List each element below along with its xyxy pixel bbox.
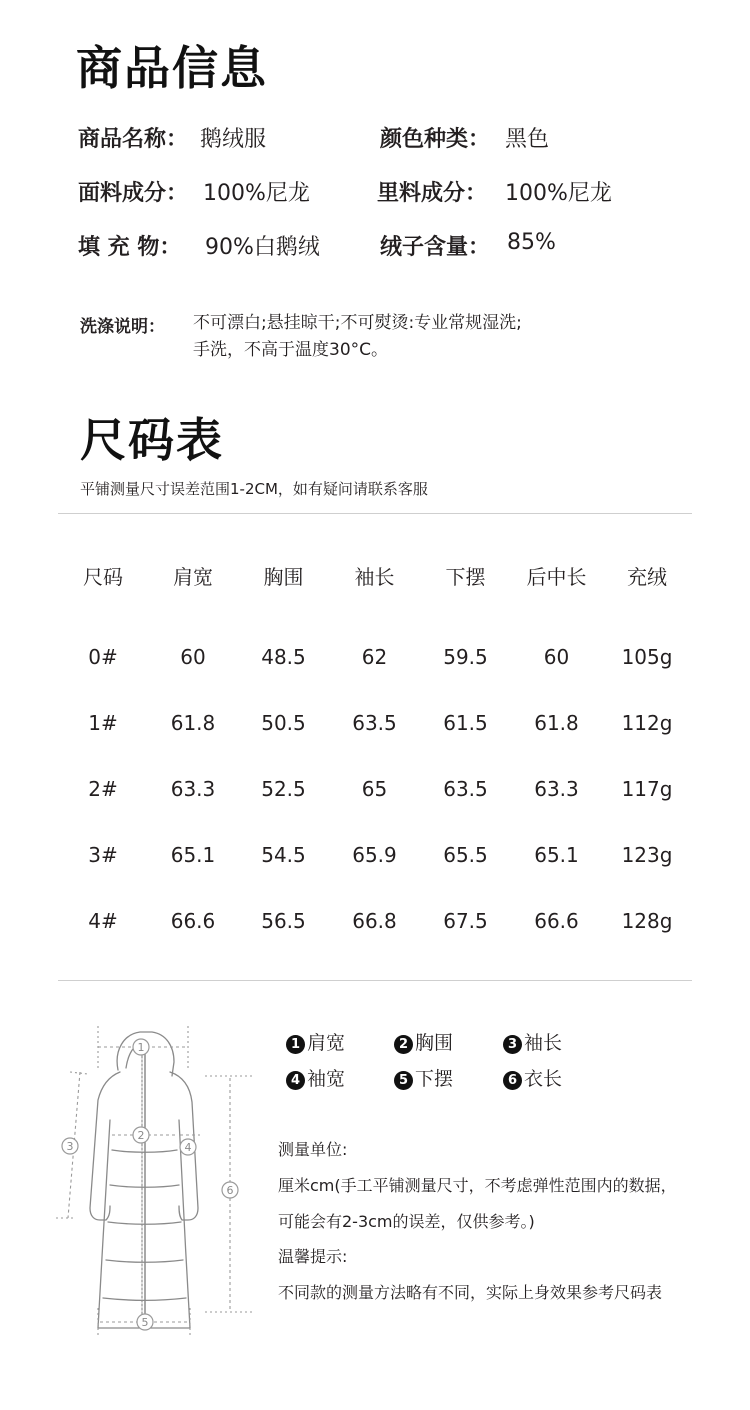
- lining-label: 里料成分：: [377, 181, 488, 206]
- table-cell: 112g: [621, 711, 673, 735]
- table-cell: 56.5: [261, 909, 306, 933]
- table-cell: 59.5: [443, 645, 488, 669]
- measure-unit-line-1: 厘米cm(手工平铺测量尺寸，不考虑弹性范围内的数据，: [278, 1176, 677, 1195]
- header-fill-weight: 充绒: [627, 564, 667, 589]
- legend-number: 1: [286, 1035, 305, 1054]
- table-cell: 0#: [88, 645, 118, 669]
- product-info-title: 商品信息: [76, 41, 268, 95]
- table-row: [58, 610, 692, 690]
- legend-label: 肩宽: [307, 1032, 346, 1054]
- legend-number: 2: [394, 1035, 413, 1054]
- filling-value: 90%白鹅绒: [205, 235, 320, 260]
- tip-title: 温馨提示:: [278, 1247, 348, 1266]
- fabric-value: 100%尼龙: [203, 181, 310, 206]
- divider-top: [58, 513, 692, 514]
- table-cell: 117g: [621, 777, 673, 801]
- table-cell: 4#: [88, 909, 118, 933]
- divider-bottom: [58, 980, 692, 981]
- legend-item-hem: [394, 1064, 453, 1091]
- lining-value: 100%尼龙: [505, 181, 612, 206]
- table-cell: 48.5: [261, 645, 306, 669]
- down-content-label: 绒子含量：: [380, 235, 491, 260]
- svg-text:2: 2: [137, 1129, 145, 1142]
- coat-outline: [90, 1032, 198, 1328]
- table-cell: 65.1: [534, 843, 579, 867]
- table-cell: 60: [543, 645, 570, 669]
- header-back-length: 后中长: [526, 564, 587, 589]
- table-cell: 2#: [88, 777, 118, 801]
- legend-number: 6: [503, 1071, 522, 1090]
- table-cell: 1#: [88, 711, 118, 735]
- table-cell: 123g: [621, 843, 673, 867]
- down-content-value: 85%: [507, 230, 556, 255]
- header-size: 尺码: [83, 564, 123, 589]
- table-cell: 61.5: [443, 711, 488, 735]
- table-cell: 61.8: [170, 711, 216, 735]
- table-cell: 50.5: [261, 711, 306, 735]
- table-cell: 66.8: [352, 909, 397, 933]
- size-table-header-row: [58, 540, 692, 610]
- measure-unit-title: 测量单位:: [278, 1140, 348, 1159]
- table-cell: 3#: [88, 843, 118, 867]
- header-hem: 下摆: [445, 564, 486, 589]
- filling-label: 填 充 物：: [78, 235, 182, 260]
- table-cell: 66.6: [170, 909, 216, 933]
- color-label: 颜色种类：: [380, 127, 491, 152]
- table-cell: 65: [361, 777, 388, 801]
- table-cell: 52.5: [261, 777, 306, 801]
- table-cell: 61.8: [534, 711, 579, 735]
- measure-unit-line-2: 可能会有2-3cm的误差，仅供参考。): [278, 1212, 535, 1231]
- table-cell: 60: [180, 645, 206, 669]
- legend-label: 下摆: [415, 1068, 454, 1090]
- washing-text: [193, 310, 673, 364]
- table-row: [58, 756, 692, 822]
- legend-item-length: [503, 1064, 562, 1091]
- table-row: [58, 822, 692, 888]
- table-cell: 63.5: [352, 711, 397, 735]
- table-cell: 65.5: [443, 843, 488, 867]
- measurement-markers: [62, 1039, 238, 1330]
- table-cell: 63.5: [443, 777, 488, 801]
- legend-label: 袖宽: [307, 1068, 346, 1090]
- washing-label: 洗涤说明：: [80, 317, 165, 337]
- marker-4: [180, 1139, 196, 1155]
- legend-number: 3: [503, 1035, 522, 1054]
- coat-diagram: [40, 1010, 270, 1345]
- marker-1: [133, 1039, 149, 1055]
- table-cell: 54.5: [261, 843, 306, 867]
- legend-number: 4: [286, 1071, 305, 1090]
- legend-label: 衣长: [524, 1068, 563, 1090]
- marker-3: [62, 1138, 78, 1154]
- fabric-label: 面料成分：: [78, 181, 189, 206]
- table-cell: 63.3: [534, 777, 579, 801]
- header-shoulder: 肩宽: [173, 564, 213, 589]
- table-cell: 62: [361, 645, 388, 669]
- size-chart-title: 尺码表: [80, 413, 224, 467]
- header-sleeve: 袖长: [354, 564, 395, 589]
- legend-label: 袖长: [524, 1032, 563, 1054]
- product-name-value: 鹅绒服: [200, 127, 267, 152]
- marker-2: [133, 1127, 149, 1143]
- legend-number: 5: [394, 1071, 413, 1090]
- measurement-lines: [56, 1026, 255, 1336]
- legend-item-shoulder: [286, 1028, 345, 1055]
- size-chart-note: 平铺测量尺寸误差范围1-2CM，如有疑问请联系客服: [80, 480, 428, 498]
- table-cell: 67.5: [443, 909, 488, 933]
- table-cell: 66.6: [534, 909, 579, 933]
- svg-text:6: 6: [226, 1184, 234, 1197]
- washing-line-1: 不可漂白;悬挂晾干;不可熨烫:专业常规湿洗;: [193, 313, 522, 333]
- tip-text: 不同款的测量方法略有不同，实际上身效果参考尺码表: [278, 1283, 663, 1302]
- legend-item-sleeve: [503, 1028, 562, 1055]
- marker-5: [137, 1314, 153, 1330]
- table-cell: 65.1: [170, 843, 216, 867]
- marker-6: [222, 1182, 238, 1198]
- table-cell: 63.3: [170, 777, 216, 801]
- svg-text:3: 3: [66, 1140, 74, 1153]
- legend-label: 胸围: [415, 1032, 454, 1054]
- svg-text:5: 5: [141, 1316, 149, 1329]
- svg-text:1: 1: [137, 1041, 145, 1054]
- table-cell: 105g: [621, 645, 673, 669]
- header-chest: 胸围: [263, 564, 304, 589]
- legend-item-sleeve-width: [286, 1064, 345, 1091]
- table-cell: 65.9: [352, 843, 397, 867]
- color-value: 黑色: [505, 127, 550, 152]
- washing-line-2: 手洗，不高于温度30°C。: [193, 340, 389, 360]
- table-row: [58, 690, 692, 756]
- size-table: [58, 540, 692, 954]
- legend-item-chest: [394, 1028, 453, 1055]
- table-cell: 128g: [621, 909, 673, 933]
- product-name-label: 商品名称：: [78, 127, 189, 152]
- table-row: [58, 888, 692, 954]
- svg-text:4: 4: [184, 1141, 192, 1154]
